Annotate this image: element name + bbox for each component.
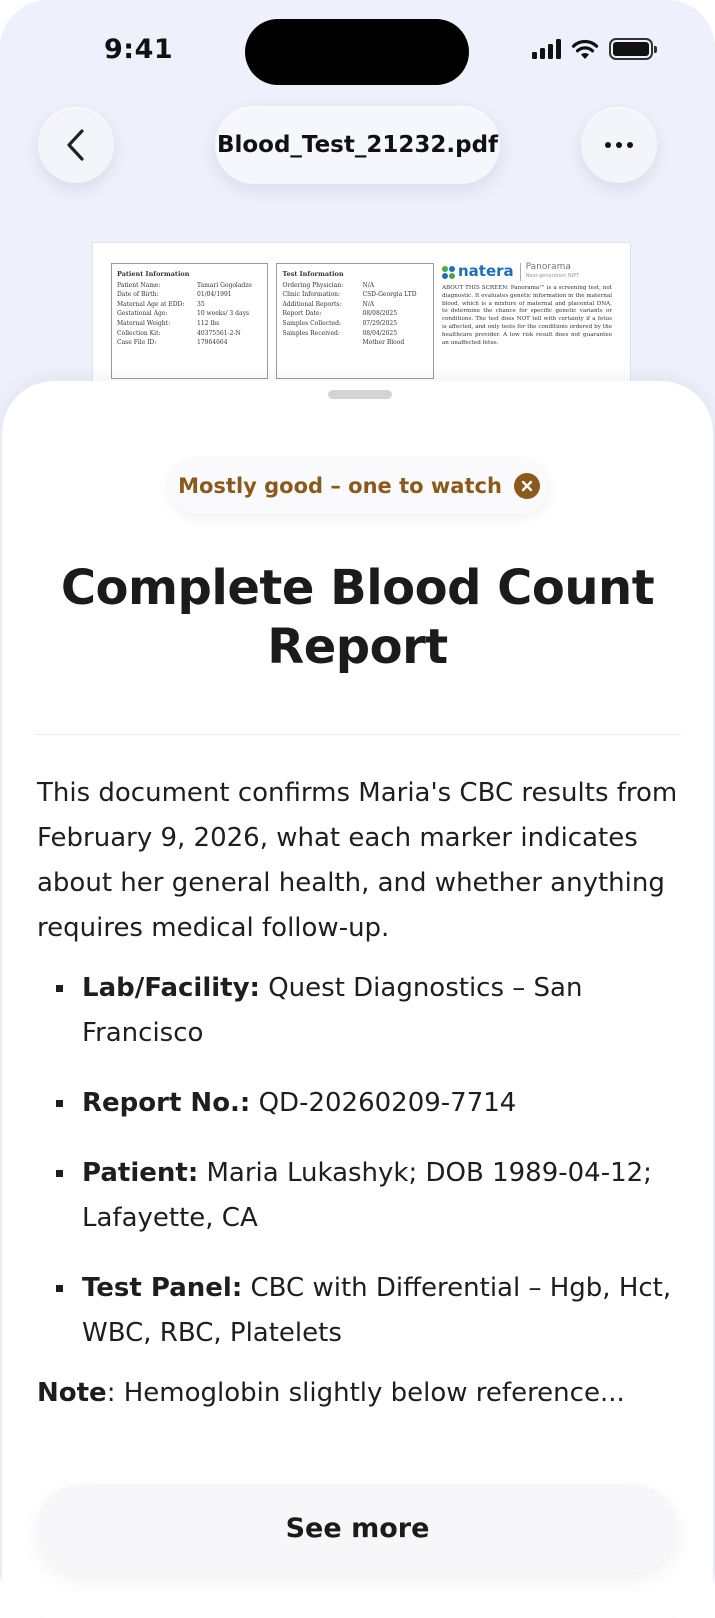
status-icons (532, 38, 653, 60)
note-body: : Hemoglobin slightly below reference... (106, 1378, 625, 1408)
pdf-patient-info (111, 263, 268, 379)
pdf-row-value: 10 weeks/ 3 days (197, 310, 250, 318)
fact-list (37, 966, 683, 1381)
status-time: 9:41 (104, 34, 174, 65)
pdf-row (117, 281, 262, 291)
pdf-row (117, 319, 262, 329)
pdf-row-value: Mother Blood (362, 339, 405, 347)
pdf-brand-block (442, 263, 612, 391)
fact-label: Test Panel: (82, 1273, 243, 1303)
file-name-title[interactable]: Blood_Test_21232.pdf (215, 106, 500, 184)
pdf-row-value: 07/29/2025 (362, 319, 398, 327)
note-text (37, 1371, 683, 1416)
pdf-row-key: Ordering Physician: (282, 281, 344, 289)
pdf-row-key: Date of Birth: (117, 291, 159, 299)
pdf-row (282, 300, 427, 310)
pdf-row (117, 300, 262, 310)
pdf-row-key: Additional Reports: (282, 300, 342, 308)
pdf-row (117, 338, 262, 348)
status-bar (0, 0, 715, 100)
more-options-button[interactable] (581, 107, 657, 183)
back-button[interactable] (38, 107, 114, 183)
more-horizontal-icon (605, 142, 633, 148)
panorama-subtitle: Next-generation NIPT (525, 273, 580, 279)
pdf-preview[interactable] (92, 242, 631, 392)
fact-value: CBC with Differential – Hgb, Hct, WBC, RBC, Platelets (82, 1273, 672, 1348)
list-item (37, 966, 683, 1056)
fact-label: Report No.: (82, 1088, 251, 1118)
pdf-row (282, 281, 427, 291)
page-title: Complete Blood Count Report (60, 560, 655, 675)
pdf-row (117, 329, 262, 339)
sheet-grabber[interactable] (328, 390, 392, 399)
pdf-row-key: Maternal Weight: (117, 319, 171, 327)
pdf-row-value: 08/08/2025 (362, 310, 398, 318)
list-item (37, 1151, 683, 1241)
pdf-row-key: Clinic Information: (282, 291, 340, 299)
pdf-row (282, 309, 427, 319)
status-chip-label: Mostly good – one to watch (178, 474, 502, 498)
pdf-test-heading: Test Information (282, 270, 344, 278)
chevron-left-icon (65, 128, 87, 162)
pdf-row-key: Samples Received: (282, 329, 340, 337)
pdf-row-value: CSD-Georgia LTD (362, 291, 417, 299)
pdf-row-key: Collection Kit: (117, 329, 161, 337)
status-chip[interactable] (169, 458, 549, 514)
pdf-row (282, 290, 427, 300)
pdf-row-key: Patient Name: (117, 281, 161, 289)
fact-value: Maria Lukashyk; DOB 1989-04-12; Lafayette, CA (82, 1158, 652, 1233)
pdf-row-key: Report Date: (282, 310, 322, 318)
pdf-row-value: 01/04/1991 (197, 291, 232, 299)
pdf-row-value: 40375561-2-N (197, 329, 241, 337)
pdf-row (282, 338, 427, 348)
pdf-row-value: 08/04/2025 (362, 329, 398, 337)
pdf-row-key: Maternal Age at EDD: (117, 300, 185, 308)
pdf-row-key: Samples Collected: (282, 319, 341, 327)
pdf-about-text: ABOUT THIS SCREEN: Panorama™ is a screening test, not diagnostic. It evaluates genetic information in the maternal blood, which is a mixture of maternal and placental DNA, to determine the chance for specific genetic variants or conditions. The test does NOT tell with certainty if a fetus is affected, and only tests for the conditions ordered by the healthcare provider. A low risk result does not guarantee an unaffected fetus. (441, 285, 613, 346)
pdf-row (117, 290, 262, 300)
fact-label: Lab/Facility: (82, 973, 260, 1003)
signal-icon (532, 39, 561, 59)
pdf-row-value: 35 (197, 300, 205, 308)
pdf-row-value: 112 lbs (197, 319, 220, 327)
close-icon[interactable] (514, 473, 540, 499)
divider (34, 734, 681, 735)
dynamic-island (245, 19, 469, 85)
natera-brand-text: natera (457, 262, 514, 281)
battery-icon (609, 38, 653, 60)
pdf-row-key: Gestational Age: (117, 310, 168, 318)
intro-text: This document confirms Maria's CBC results from February 9, 2026, what each marker indicates about her general health, and whether anything requires medical follow-up. (37, 778, 678, 943)
pdf-row-key (282, 338, 362, 348)
pdf-row-key: Case File ID: (117, 339, 157, 347)
pdf-row (282, 329, 427, 339)
fact-label: Patient: (82, 1158, 199, 1188)
pdf-row-value: 17964664 (197, 339, 228, 347)
list-item (37, 1081, 683, 1126)
summary-sheet (2, 381, 713, 1618)
panorama-product: Panorama (525, 262, 571, 272)
pdf-row-value: Tamari Gogoladze (197, 281, 252, 289)
pdf-row (117, 309, 262, 319)
natera-logo (442, 262, 514, 281)
pdf-test-info (276, 263, 433, 379)
pdf-row-value: N/A (362, 281, 375, 289)
pdf-patient-heading: Patient Information (117, 270, 190, 278)
fact-value: Quest Diagnostics – San Francisco (82, 973, 583, 1048)
pdf-row-value: N/A (362, 300, 375, 308)
wifi-icon (571, 39, 599, 60)
note-label: Note (37, 1378, 107, 1408)
pdf-row (282, 319, 427, 329)
fact-value: QD-20260209-7714 (258, 1088, 517, 1118)
panorama-label (520, 263, 580, 281)
see-more-button[interactable]: See more (38, 1484, 677, 1572)
list-item (37, 1266, 683, 1356)
